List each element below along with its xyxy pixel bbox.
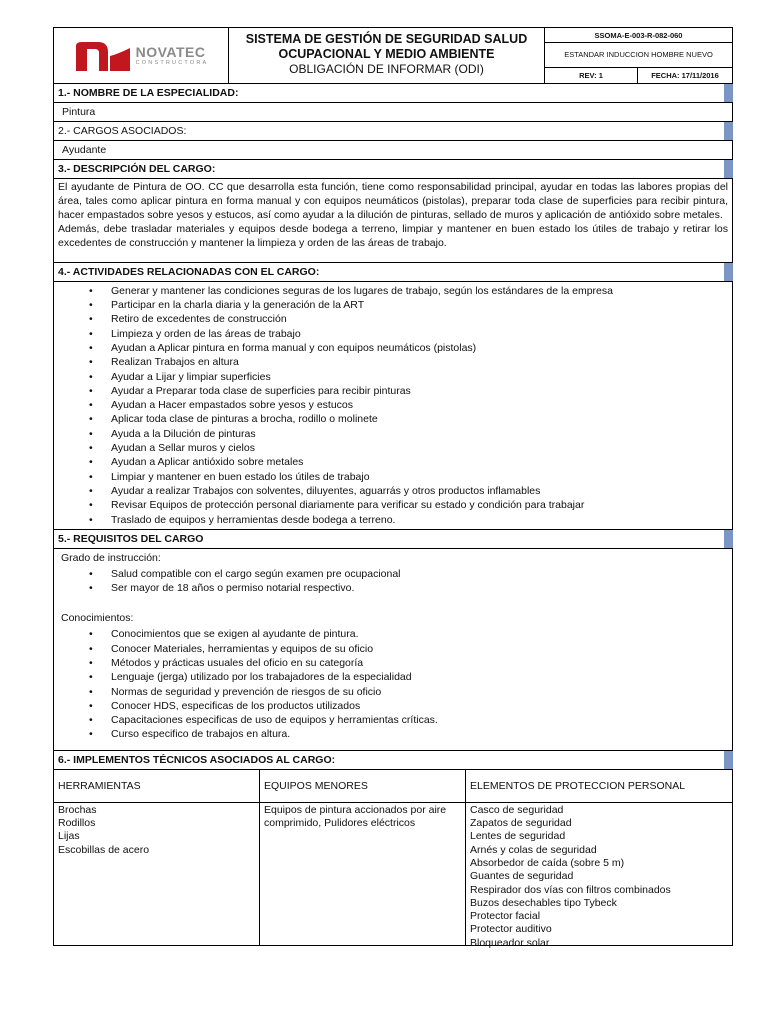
knowledge-item: • Capacitaciones especificas de uso de equipos y herramientas críticas. bbox=[111, 713, 732, 727]
education-item: • Salud compatible con el cargo según examen pre ocupacional bbox=[111, 567, 732, 581]
ppe-item: Arnés y colas de seguridad bbox=[470, 843, 597, 856]
ppe-item: Buzos desechables tipo Tybeck bbox=[470, 896, 617, 909]
title-line-1: SISTEMA DE GESTIÓN DE SEGURIDAD SALUD bbox=[245, 32, 528, 46]
document-title bbox=[229, 28, 545, 83]
section-accent-bar bbox=[724, 263, 733, 281]
section-5-title-text: 5.- REQUISITOS DEL CARGO bbox=[58, 532, 204, 545]
column-header-ppe: ELEMENTOS DE PROTECCION PERSONAL bbox=[465, 770, 732, 803]
section-3 bbox=[53, 160, 733, 179]
ppe-item: Casco de seguridad bbox=[470, 803, 564, 816]
activity-item: • Retiro de excedentes de construcción bbox=[111, 312, 732, 326]
ppe-item: Protector auditivo bbox=[470, 923, 552, 936]
ppe-item: Protector facial bbox=[470, 910, 541, 923]
logo-name: NOVATEC bbox=[135, 43, 206, 60]
activity-item: • Aplicar toda clase de pinturas a brocha, rodillo o molinete bbox=[111, 412, 732, 426]
implements-table bbox=[54, 770, 732, 949]
activity-item: • Revisar Equipos de protección personal diariamente para verificar su estado y condición para trabajar bbox=[111, 498, 732, 512]
activity-item: • Ayuda a la Dilución de pinturas bbox=[111, 427, 732, 441]
equipment-cell bbox=[259, 803, 465, 945]
section-5-title bbox=[54, 530, 732, 548]
positions-value: Ayudante bbox=[62, 144, 107, 156]
knowledge-item: • Normas de seguridad y prevención de riesgos de su oficio bbox=[111, 685, 732, 699]
section-6-body bbox=[53, 770, 733, 949]
tool-item: Brochas bbox=[58, 803, 97, 816]
tool-item: Escobillas de acero bbox=[58, 843, 150, 856]
knowledge-label: Conocimientos: bbox=[61, 612, 134, 625]
activity-item: • Ayudar a Lijar y limpiar superficies bbox=[111, 370, 732, 384]
activity-item: • Ayudar a Preparar toda clase de superficies para recibir pinturas bbox=[111, 384, 732, 398]
section-4-body bbox=[53, 282, 733, 530]
section-3-title-text: 3.- DESCRIPCIÓN DEL CARGO: bbox=[58, 163, 216, 175]
document-meta bbox=[545, 28, 732, 83]
section-6-title bbox=[54, 751, 732, 769]
document-date: FECHA: 17/11/2016 bbox=[651, 71, 719, 80]
activity-item: • Limpieza y orden de las áreas de trabajo bbox=[111, 327, 732, 341]
section-4 bbox=[53, 263, 733, 282]
section-accent-bar bbox=[724, 751, 733, 769]
activity-item: • Ayudar a realizar Trabajos con solventes, diluyentes, aguarrás y otros productos inflamables bbox=[111, 484, 732, 498]
knowledge-item: • Métodos y prácticas usuales del oficio en su categoría bbox=[111, 656, 732, 670]
activity-item: • Realizan Trabajos en altura bbox=[111, 355, 732, 369]
knowledge-item: • Curso especifico de trabajos en altura. bbox=[111, 727, 732, 741]
tool-item: Lijas bbox=[58, 830, 80, 843]
equipment-item: Equipos de pintura accionados por aire comprimido, Pulidores eléctricos bbox=[264, 803, 447, 830]
activity-item: • Generar y mantener las condiciones seguras de los lugares de trabajo, según los estándares de la empresa bbox=[111, 284, 732, 298]
column-header-equipment: EQUIPOS MENORES bbox=[259, 770, 465, 803]
section-1 bbox=[53, 84, 733, 103]
ppe-item: Respirador dos vías con filtros combinados bbox=[470, 883, 671, 896]
title-line-2: OCUPACIONAL Y MEDIO AMBIENTE bbox=[278, 46, 495, 61]
section-2-title bbox=[54, 122, 732, 140]
description-paragraph-1: El ayudante de Pintura de OO. CC que desarrolla esta función, tiene como responsabilidad principal, ayudar en todas las labores propias del área, tales como aplicar pintura en forma manual y con equipos neumáticos (pistolas), preparar toda clase de superficies para recibir pintura, hacer empastados sobre yesos y estucos, así como ayudar a la dilución de pinturas, sellado de muros y aplicación de antióxido sobre metales. bbox=[58, 181, 728, 221]
activity-item: • Ayudan a Aplicar antióxido sobre metales bbox=[111, 455, 732, 469]
ppe-item: Zapatos de seguridad bbox=[470, 817, 572, 830]
column-header-tools: HERRAMIENTAS bbox=[54, 770, 259, 803]
tool-item: Rodillos bbox=[58, 817, 96, 830]
section-6-title-text: 6.- IMPLEMENTOS TÉCNICOS ASOCIADOS AL CARGO: bbox=[58, 753, 336, 766]
ppe-item: Guantes de seguridad bbox=[470, 870, 574, 883]
description-paragraph-2: Además, debe trasladar materiales y equipos desde bodega a terreno, limpiar y mantener en buen estado los útiles de trabajo y retirar los excedentes de construcción y mantener la limpieza y orden de las áreas de trabajo. bbox=[58, 222, 728, 249]
activity-item: • Limpiar y mantener en buen estado los útiles de trabajo bbox=[111, 470, 732, 484]
section-accent-bar bbox=[724, 122, 733, 140]
section-3-title bbox=[54, 160, 732, 178]
knowledge-list bbox=[54, 625, 732, 743]
tools-cell bbox=[54, 803, 259, 945]
requirements bbox=[54, 549, 732, 750]
ppe-cell bbox=[465, 803, 732, 949]
section-accent-bar bbox=[724, 160, 733, 178]
document-sheet bbox=[53, 27, 733, 949]
document-header bbox=[53, 27, 733, 84]
section-4-title bbox=[54, 263, 732, 281]
section-5-body bbox=[53, 549, 733, 751]
education-list bbox=[54, 565, 732, 598]
activity-item: • Participar en la charla diaria y la generación de la ART bbox=[111, 298, 732, 312]
section-5 bbox=[53, 530, 733, 549]
section-2 bbox=[53, 122, 733, 141]
ppe-item: Absorbedor de caída (sobre 5 m) bbox=[470, 856, 625, 869]
description-text bbox=[54, 179, 732, 262]
education-item: • Ser mayor de 18 años o permiso notarial respectivo. bbox=[111, 581, 732, 595]
activity-item: • Ayudan a Hacer empastados sobre yesos y estucos bbox=[111, 398, 732, 412]
company-logo bbox=[54, 28, 229, 83]
section-3-body bbox=[53, 179, 733, 263]
logo-subtitle: CONSTRUCTORA bbox=[135, 59, 209, 66]
section-accent-bar bbox=[724, 84, 733, 102]
knowledge-item: • Conocimientos que se exigen al ayudante de pintura. bbox=[111, 627, 732, 641]
specialty-value: Pintura bbox=[62, 106, 96, 118]
section-4-title-text: 4.- ACTIVIDADES RELACIONADAS CON EL CARGO: bbox=[58, 265, 320, 278]
section-1-title bbox=[54, 84, 732, 102]
section-2-value-row bbox=[53, 141, 733, 160]
section-2-title-text: 2.- CARGOS ASOCIADOS: bbox=[58, 125, 187, 137]
ppe-item: Lentes de seguridad bbox=[470, 830, 566, 843]
document-revision: REV: 1 bbox=[545, 68, 638, 83]
activity-item: • Traslado de equipos y herramientas desde bodega a terreno. bbox=[111, 513, 732, 527]
section-accent-bar bbox=[724, 530, 733, 548]
knowledge-item: • Conocer HDS, especificas de los productos utilizados bbox=[111, 699, 732, 713]
document-standard: ESTANDAR INDUCCION HOMBRE NUEVO bbox=[545, 43, 732, 68]
knowledge-item: • Lenguaje (jerga) utilizado por los trabajadores de la especialidad bbox=[111, 670, 732, 684]
section-1-value-row bbox=[53, 103, 733, 122]
activity-item: • Ayudan a Aplicar pintura en forma manual y con equipos neumáticos (pistolas) bbox=[111, 341, 732, 355]
section-1-title-text: 1.- NOMBRE DE LA ESPECIALIDAD: bbox=[58, 87, 239, 99]
document-code: SSOMA-E-003-R-082-060 bbox=[545, 28, 732, 43]
novatec-logo-icon bbox=[74, 40, 132, 72]
title-line-3: OBLIGACIÓN DE INFORMAR (ODI) bbox=[289, 61, 484, 76]
ppe-item: Bloqueador solar bbox=[470, 936, 550, 949]
activities-list bbox=[54, 282, 732, 529]
activity-item: • Ayudan a Sellar muros y cielos bbox=[111, 441, 732, 455]
education-label: Grado de instrucción: bbox=[61, 551, 161, 564]
knowledge-item: • Conocer Materiales, herramientas y equipos de su oficio bbox=[111, 642, 732, 656]
section-6 bbox=[53, 751, 733, 770]
